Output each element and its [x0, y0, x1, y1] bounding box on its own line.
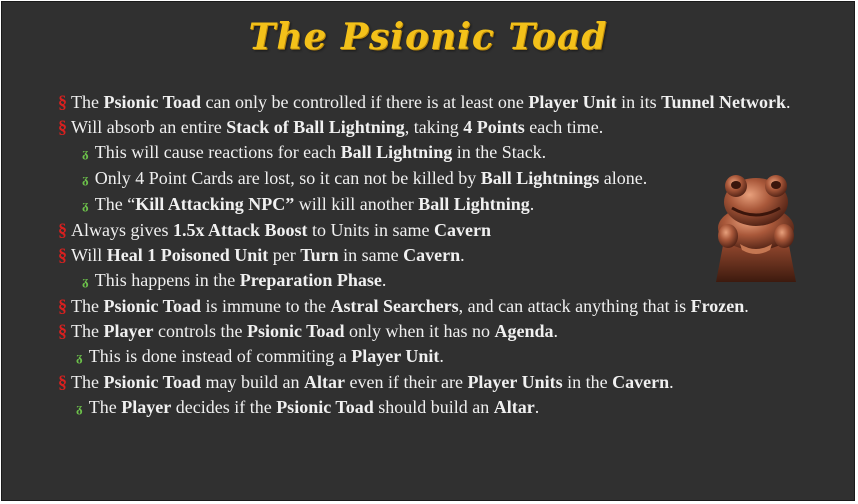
keyword-text: Frozen [690, 296, 745, 316]
keyword-text: Stack of Ball Lightning [226, 117, 405, 137]
rule-text: This happens in the [94, 270, 240, 290]
rule-text: decides if the [171, 397, 277, 417]
keyword-text: Ball Lightning [418, 194, 530, 214]
keyword-text: Psionic Toad [103, 92, 202, 112]
rule-text: each time. [524, 117, 604, 137]
rule-subitem [2, 344, 854, 370]
sub-bullet-icon: ᵹ [82, 197, 89, 212]
sub-bullet-icon: ᵹ [76, 349, 83, 364]
rule-text: may build an [201, 372, 305, 392]
rule-text: Will [71, 245, 107, 265]
rule-text: . [534, 397, 540, 417]
keyword-text: Turn [300, 245, 339, 265]
rule-item [2, 90, 854, 115]
keyword-text: Psionic Toad [103, 372, 202, 392]
rule-text: The [71, 92, 104, 112]
rule-text: The [71, 296, 104, 316]
keyword-text: Astral Searchers [330, 296, 459, 316]
rule-item [2, 294, 854, 319]
rule-subitem [2, 395, 854, 421]
rule-text: . [529, 194, 535, 214]
keyword-text: Ball Lightning [340, 142, 453, 162]
keyword-text: Ball Lightnings [480, 168, 600, 188]
rule-text: The “ [94, 194, 136, 214]
rule-text: The [88, 397, 122, 417]
rule-text: will kill another [294, 194, 419, 214]
rule-text: in same [338, 245, 404, 265]
rule-text: . [744, 296, 749, 316]
rule-text: . [381, 270, 387, 290]
sub-bullet-icon: ᵹ [76, 400, 83, 415]
rule-text: The [71, 321, 104, 341]
keyword-text: Preparation Phase [239, 270, 382, 290]
rule-text: Only 4 Point Cards are lost, so it can not be killed by [94, 168, 481, 188]
section-mark-icon: § [58, 220, 67, 240]
rule-text: can only be controlled if there is at least one [201, 92, 529, 112]
rule-text: . [669, 372, 674, 392]
rule-text: in its [616, 92, 662, 112]
rule-text: , and can attack anything that is [458, 296, 691, 316]
keyword-text: Cavern [434, 220, 491, 240]
rule-text: in the Stack. [452, 142, 547, 162]
rule-text: This will cause reactions for each [94, 142, 341, 162]
keyword-text: Psionic Toad [276, 397, 374, 417]
keyword-text: 1.5x Attack Boost [173, 220, 308, 240]
keyword-text: Player Unit [351, 346, 440, 366]
rule-text: alone. [599, 168, 648, 188]
section-mark-icon: § [58, 321, 67, 341]
keyword-text: Player Units [467, 372, 563, 392]
rule-text: Will absorb an entire [71, 117, 227, 137]
section-mark-icon: § [58, 117, 67, 137]
rule-text: controls the [153, 321, 247, 341]
sub-bullet-icon: ᵹ [82, 273, 89, 288]
rule-text: to Units in same [307, 220, 434, 240]
rule-text: should build an [373, 397, 494, 417]
sub-bullet-icon: ᵹ [82, 171, 89, 186]
rule-text: per [268, 245, 301, 265]
keyword-text: Cavern [403, 245, 461, 265]
rule-text: Always gives [71, 220, 173, 240]
keyword-text: Agenda [494, 321, 554, 341]
rule-text: This is done instead of commiting a [88, 346, 352, 366]
rule-text: only when it has no [344, 321, 495, 341]
section-mark-icon: § [58, 92, 67, 112]
keyword-text: Psionic Toad [246, 321, 345, 341]
keyword-text: Kill Attacking NPC” [135, 194, 295, 214]
rule-text: The [71, 372, 104, 392]
rule-subitem [2, 140, 854, 166]
rule-text: , taking [404, 117, 464, 137]
section-mark-icon: § [58, 372, 67, 392]
keyword-text: Heal 1 Poisoned Unit [106, 245, 269, 265]
rule-text: in the [562, 372, 613, 392]
rule-text: . [553, 321, 559, 341]
rule-item [2, 319, 854, 344]
keyword-text: 4 Points [463, 117, 525, 137]
sub-bullet-icon: ᵹ [82, 145, 89, 160]
rule-item [2, 115, 854, 140]
keyword-text: Cavern [612, 372, 670, 392]
keyword-text: Altar [493, 397, 535, 417]
toad-figurine-icon [710, 170, 802, 282]
rule-text: is immune to the [201, 296, 331, 316]
section-mark-icon: § [58, 245, 67, 265]
rule-text: . [460, 245, 465, 265]
rule-text: even if their are [345, 372, 468, 392]
keyword-text: Tunnel Network [661, 92, 786, 112]
keyword-text: Player Unit [528, 92, 617, 112]
keyword-text: Psionic Toad [103, 296, 202, 316]
rule-text: . [439, 346, 444, 366]
rule-item [2, 370, 854, 395]
rules-card [1, 1, 855, 501]
keyword-text: Altar [304, 372, 345, 392]
keyword-text: Player [121, 397, 172, 417]
rule-text: . [785, 92, 791, 112]
card-title: The Psionic Toad [248, 16, 608, 58]
keyword-text: Player [103, 321, 154, 341]
section-mark-icon: § [58, 296, 67, 316]
